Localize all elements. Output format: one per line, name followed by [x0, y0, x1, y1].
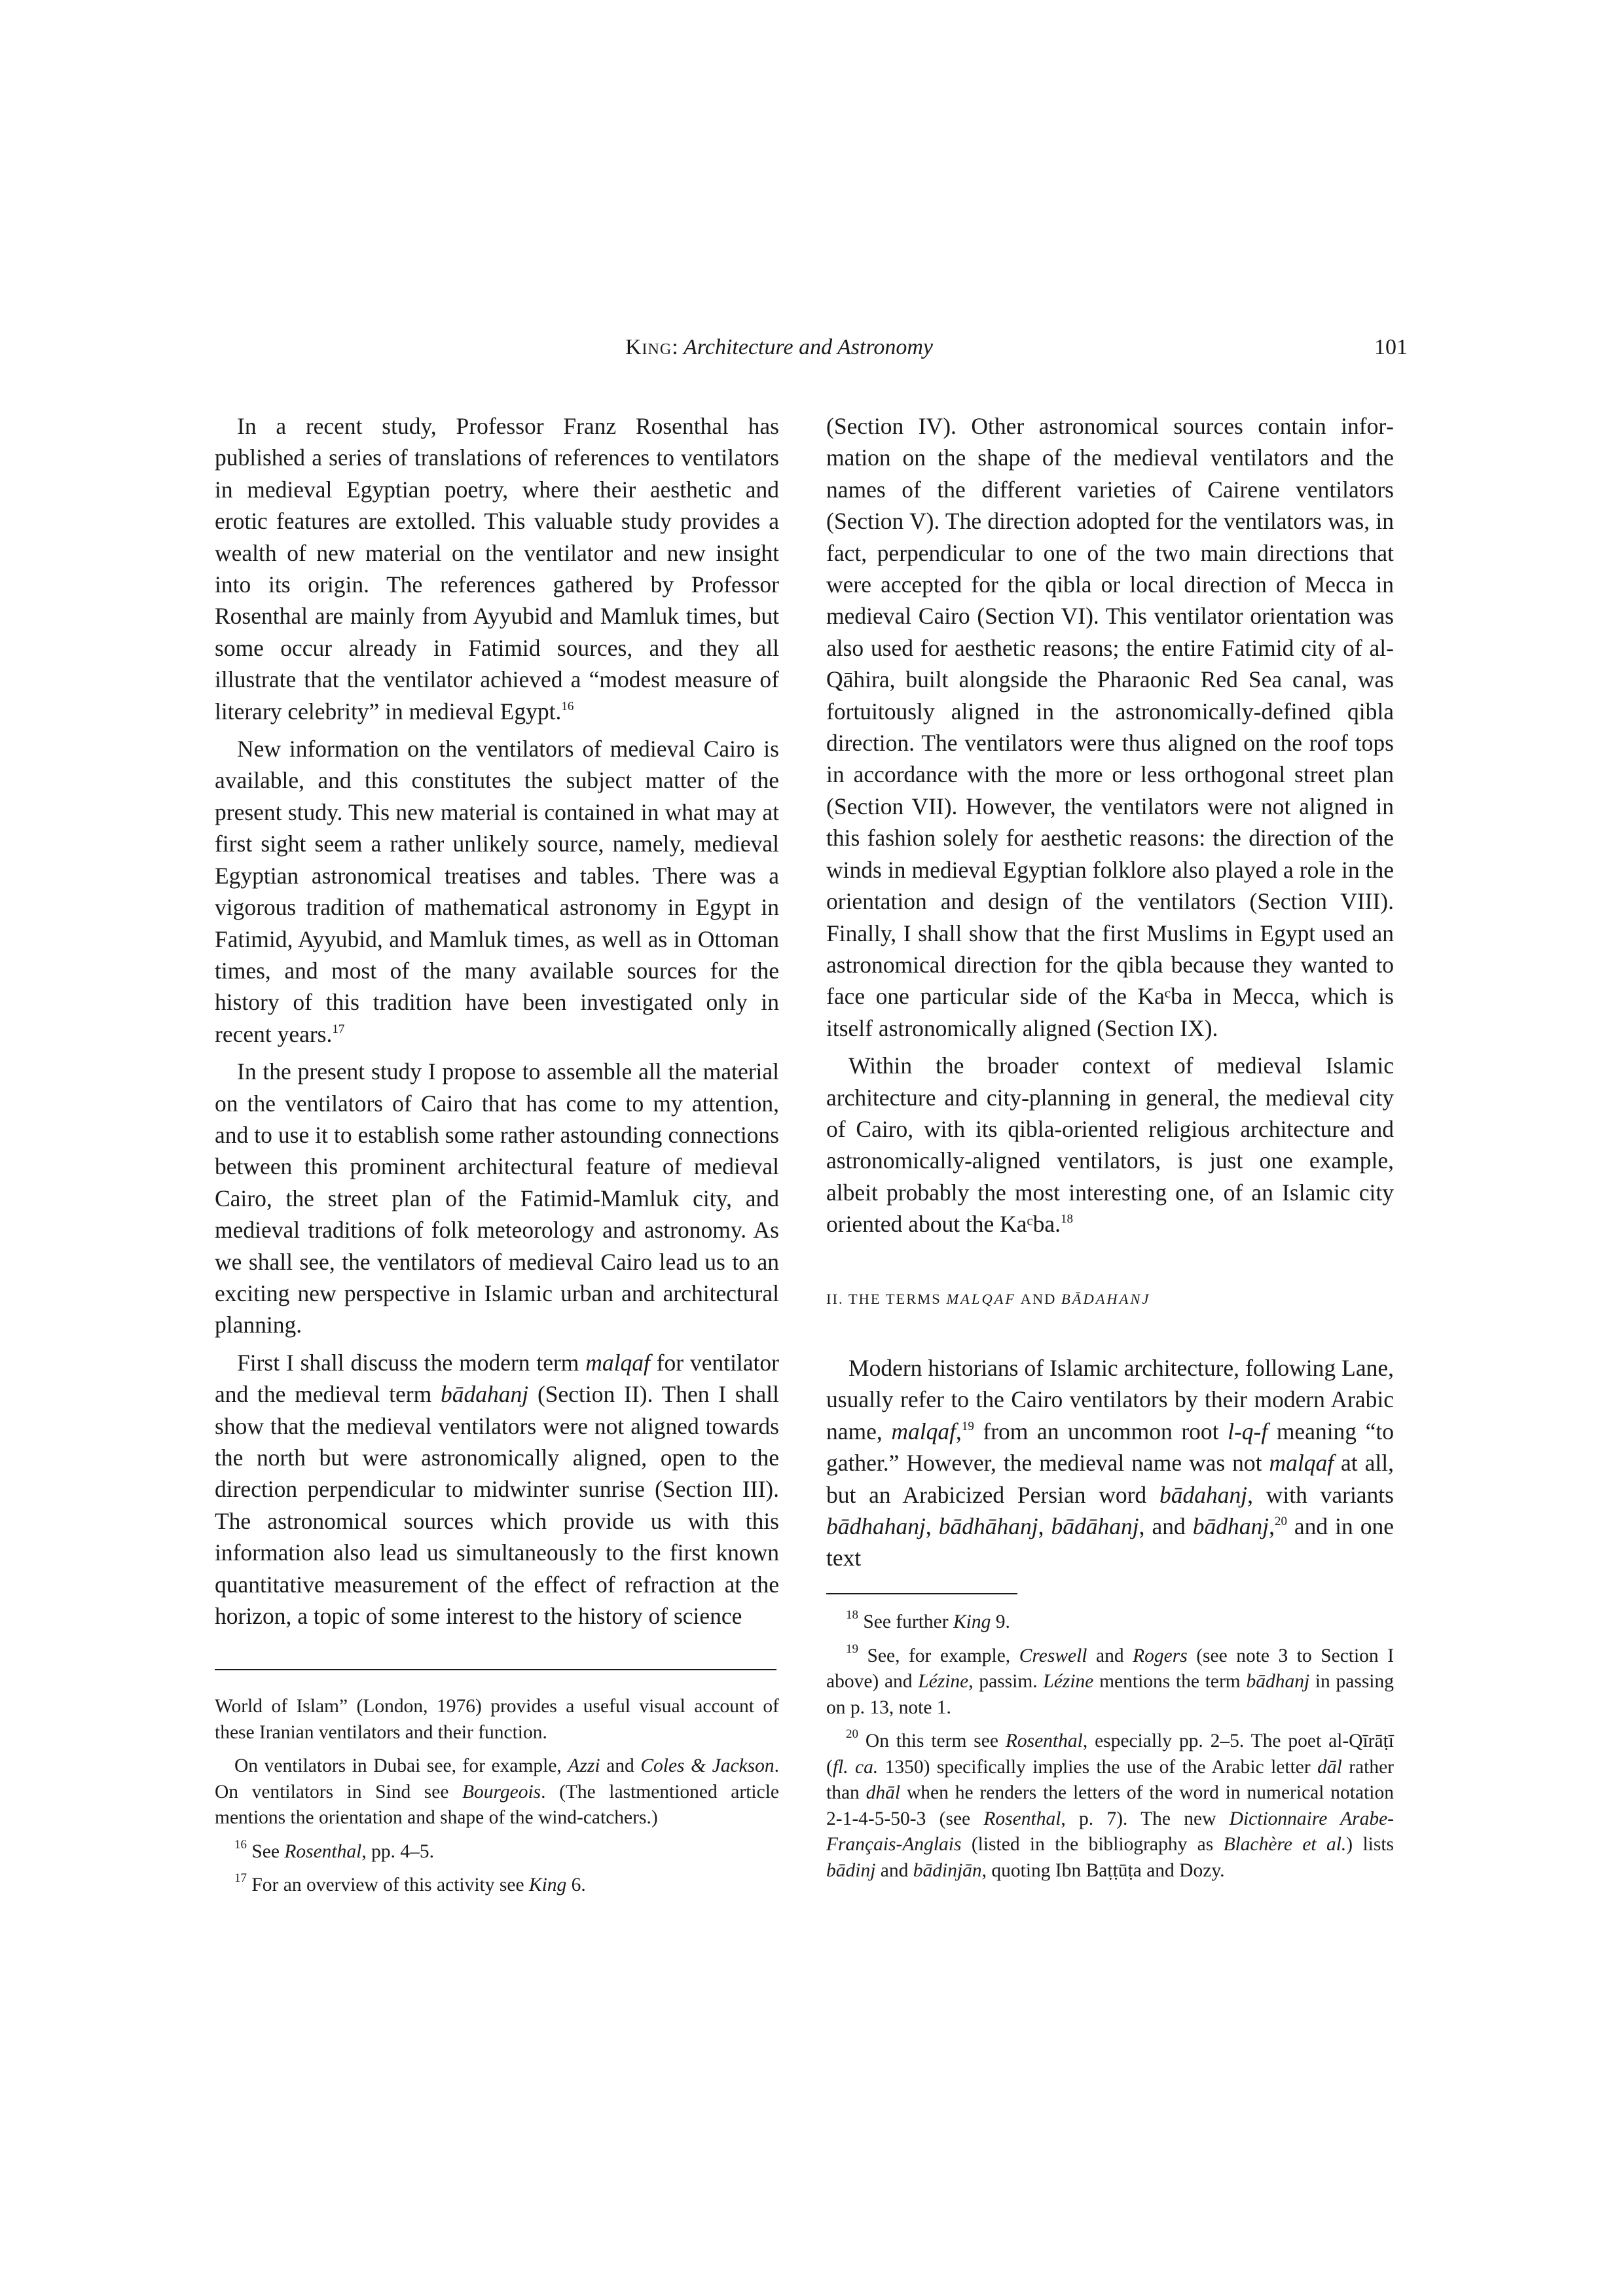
- running-head-separator: :: [672, 335, 684, 359]
- paragraph-sections: (Section IV). Other astronomical sources contain information on the shape of the medieval ventilators and the names of the different varieties of Cairene ventilators (Section V). The direction adopted for the ventilators was, in fact, perpendicular to one of the two main directions that were accepted for the qibla or local direction of Mecca in medieval Cairo (Section VI). This ventilator orientation was also used for aesthetic reasons; the entire Fatimid city of al-Qāhira, built alongside the Pharaonic Red Sea canal, was fortuitously aligned in the astronomically-defined qibla direction. The ventilators were thus aligned on the roof tops in accordance with the more or less orthogonal street plan (Section VII). However, the ventilators were not aligned in this fashion solely for aesthetic reasons: the direction of the winds in medieval Egyptian folklore also played a role in the orientation and design of the ventilators (Section VIII). Finally, I shall show that the first Muslims in Egypt used an astronomical direction for the qibla because they wanted to face one particular side of the Kaᶜba in Mecca, which is itself astronomically aligned (Section IX).: [826, 413, 1394, 1041]
- left-footnotes: [215, 1694, 779, 1899]
- footnote-continuation: World of Islam” (London, 1976) provides a useful visual account of these Iranian ventilators and their function.: [215, 1696, 779, 1743]
- paragraph-modern-historians: Modern historians of Islamic architecture, following Lane, usually refer to the Cairo ventilators by their modern Arabic name, malqaf,$^{19}$ from an uncommon root l-q-f meaning “to gather.” However, the medieval name was not malqaf at all, but an Arabicized Persian word bādahanj, with variants bādhahanj, bādhāhanj, bādāhanj, and bādhanj,$^{20}$ and in one text: [826, 1355, 1394, 1571]
- section-heading: II. THE TERMS MALQAF AND BĀDAHANJ: [826, 1291, 1151, 1307]
- footnote-ref: 18: [1061, 1212, 1074, 1227]
- running-head-title: Architecture and Astronomy: [684, 335, 934, 359]
- paragraph-intro: In a recent study, Professor Franz Rosenthal has published a series of translations of references to ventilators in medieval Egyptian poetry, where their aesthetic and erotic features are extolled. This valuable study provides a wealth of new material on the ventilator and new insight into its origin. The references gathered by Professor Rosenthal are mainly from Ayyubid and Mamluk times, but some occur already in Fatimid sources, and they all illustrate that the ventilator achieved a “modest measure of literary celebrity” in medieval Egypt.$^{16}$: [215, 413, 779, 725]
- paragraph-new-information: New information on the ventilators of medieval Cairo is available, and this constitutes the subject matter of the present study. This new material is contained in what may at first sight seem a rather unlikely source, namely, medieval Egyptian astronomical treatises and tables. There was a vigorous tradition of mathematical astronomy in Egypt in Fatimid, Ayyubid, and Mamluk times, as well as in Ottoman times, and most of the many available sources for the history of this tradition have been investigated only in recent years.$^{17}$: [215, 736, 779, 1047]
- footnote-rule: [826, 1593, 1017, 1594]
- paragraph-broader-context: Within the broader context of medieval Islamic architecture and city-planning in general, the medieval city of Cairo, with its qibla-oriented religious architecture and astronomically-aligned ventilators, is just one example, albeit probably the most interesting one, of an Islamic city oriented about the Kaᶜba.$^{18}$: [826, 1052, 1394, 1238]
- paragraph-outline: First I shall discuss the modern term malqaf for ventilator and the medieval term bādahanj (Section II). Then I shall show that the medieval ventilators were not aligned towards the north but were astronomically aligned, open to the direction perpendicular to midwinter sunrise (Section III). The astronomical sources which provide us with this information also lead us simultaneously to the first known quantitative measurement of the effect of refraction at the horizon, a topic of some interest to the history of science: [215, 1349, 779, 1630]
- page-number: 101: [1374, 335, 1408, 359]
- footnote-19: $^{19}$ See, for example, Creswell and Rogers (see note 3 to Section I above) and Lézine, passim. Lézine mentions the term bādhanj in passing on p. 13, note 1.: [826, 1641, 1395, 1718]
- section-body: [826, 1352, 1394, 1574]
- left-column: [215, 410, 779, 1632]
- footnote-ref: 16: [561, 699, 574, 713]
- footnote-dubai: On ventilators in Dubai see, for example, Azzi and Coles & Jackson. On ventilators in Sind see Bourgeois. (The lastmentioned article mentions the orientation and shape of the wind-catchers.): [215, 1755, 780, 1828]
- footnote-20: $^{20}$ On this term see Rosenthal, especially pp. 2–5. The poet al-Qīrāṭī (fl. ca. 1350) specifically implies the use of the Arabic letter dāl rather than dhāl when he renders the letters of the word in numerical notation 2-1-4-5-50-3 (see Rosenthal, p. 7). The new Dictionnaire Arabe-Français-Anglais (listed in the bibliography as Blachère et al.) lists bādinj and bādinjān, quoting Ibn Baṭṭūṭa and Dozy.: [826, 1727, 1394, 1881]
- footnote-ref: 17: [332, 1022, 345, 1036]
- running-head: [576, 335, 982, 360]
- paragraph-present-study: In the present study I propose to assemble all the material on the ventilators of Cairo that has come to my attention, and to use it to establish some rather astounding connections between this prominent architectural feature of medieval Cairo, the street plan of the Fatimid-Mamluk city, and medieval traditions of folk meteorology and astronomy. As we shall see, the ventilators of medieval Cairo lead us to an exciting new perspective in Islamic urban and architectural planning.: [215, 1058, 779, 1338]
- footnote-16: $^{16}$ See Rosenthal, pp. 4–5.: [234, 1837, 434, 1862]
- right-column: [826, 410, 1394, 1240]
- footnote-17: $^{17}$ For an overview of this activity see King 6.: [234, 1871, 586, 1895]
- footnote-18: $^{18}$ See further King 9.: [846, 1608, 1010, 1632]
- footnote-rule: [215, 1669, 776, 1670]
- right-footnotes: [826, 1609, 1394, 1884]
- running-head-author: King: [625, 335, 672, 359]
